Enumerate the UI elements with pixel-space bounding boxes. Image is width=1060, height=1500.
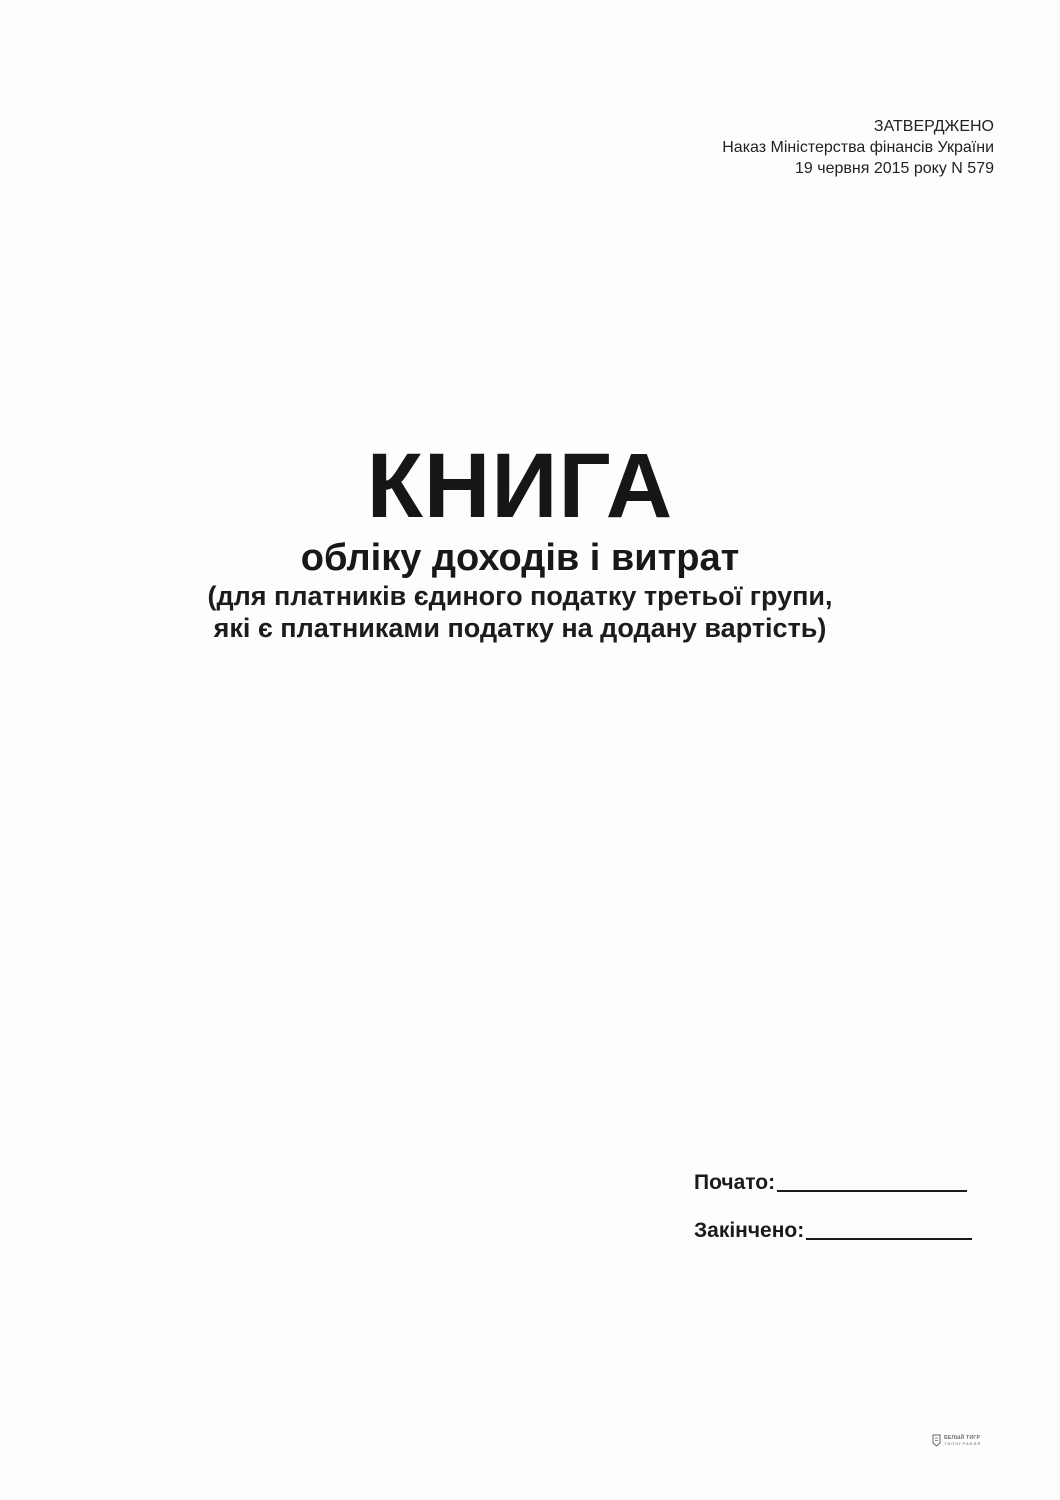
end-date-field[interactable] [694,1218,972,1243]
approval-stamp [722,116,994,179]
document-note-line-2: які є платниками податку на додану вартість) [213,613,827,643]
start-date-label: Почато: [694,1171,776,1194]
document-note-line-1: (для платників єдиного податку третьої групи, [207,581,833,611]
end-date-label: Закінчено: [694,1219,805,1242]
approval-title: ЗАТВЕРДЖЕНО [873,118,994,135]
start-date-line[interactable] [777,1170,967,1192]
approval-order: Наказ Міністерства фінансів України [722,139,994,156]
end-date-line[interactable] [806,1218,972,1240]
document-title: КНИГА [366,435,674,537]
start-date-field[interactable] [694,1170,967,1195]
publisher-name: БЕЛЫЙ ТИГР [944,1434,981,1441]
tiger-icon [932,1434,941,1447]
document-subtitle: обліку доходів і витрат [300,537,740,579]
title-block [0,435,1040,644]
publisher-tagline: ТИПОГРАФИЯ [944,1440,982,1446]
approval-date: 19 червня 2015 року N 579 [795,160,994,177]
publisher-logo [932,1434,981,1447]
